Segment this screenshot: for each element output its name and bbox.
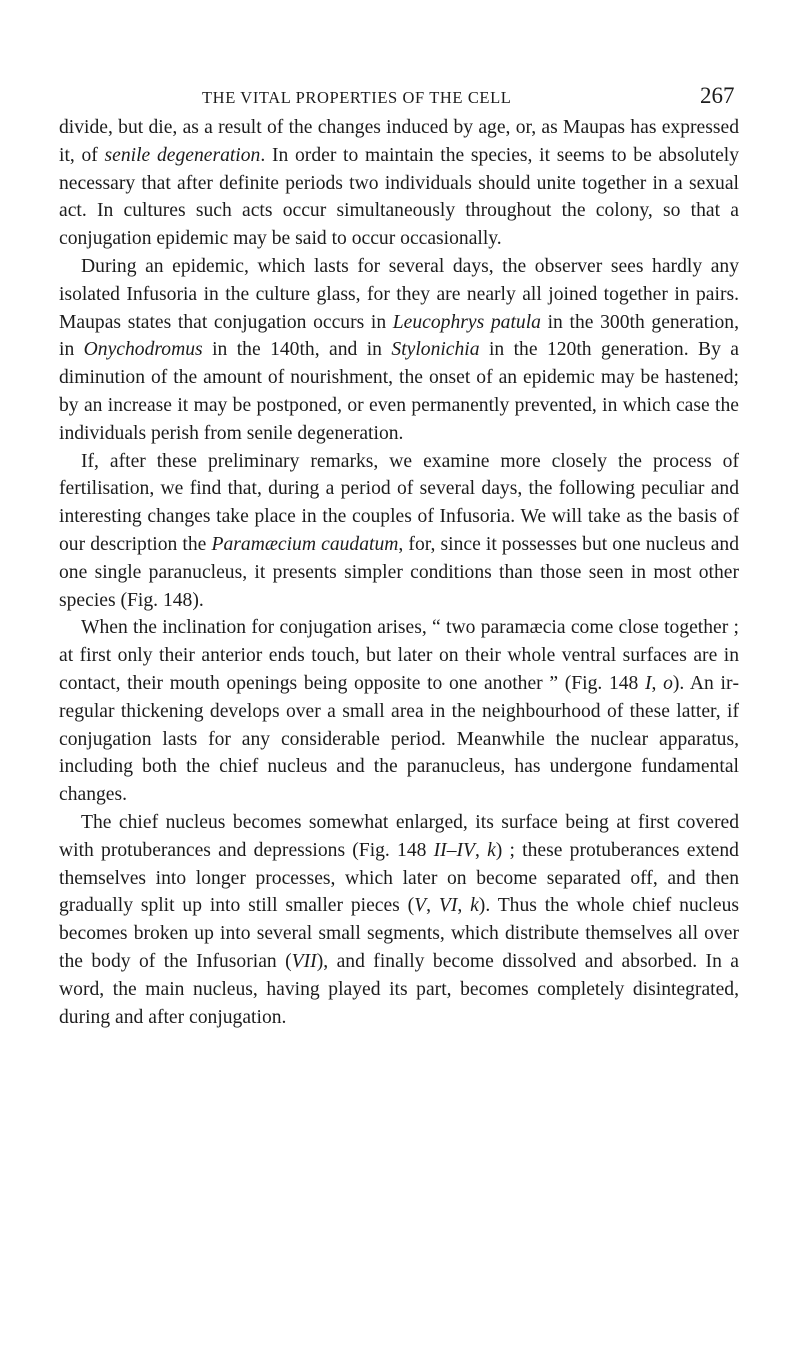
text-run: ). An irregular thickening develops over a small area in the neighbourhood of these latter, if conjugation lasts for any considerable period. Meanwhile the nuclear apparatus, including both the chief nucleus and the paranucleus, has undergone fundamental changes.	[59, 672, 740, 806]
running-head	[0, 78, 800, 108]
text-run: ,	[651, 672, 664, 694]
italic-run: II–IV	[433, 839, 475, 861]
text-run: divide, but die, as a result of the changes induced by age, or, as Maupas has expressed it, of	[59, 117, 739, 166]
italic-run: I	[645, 672, 652, 694]
paragraph	[59, 448, 739, 615]
italic-run: Onychodromus	[83, 339, 203, 361]
text-run: ), and finally become dissolved and absorbed. In a word, the main nucleus, having played its part, becomes completely disintegrated, during and after conjugation.	[59, 950, 740, 1028]
text-run: ,	[457, 895, 471, 917]
italic-run: k	[487, 839, 496, 861]
text-run: ). Thus the whole chief nucleus becomes broken up into several small segments, which distribute themselves all over the body of the Infusorian (	[59, 895, 740, 972]
italic-run: Stylonichia	[391, 339, 480, 361]
text-run: in the 120th generation. By a diminution of the amount of nourishment, the onset of an epidemic may be hastened; by an increase it may be postponed, or even permanently prevented, in which case the individuals perish from senile degeneration.	[59, 339, 739, 444]
text-run: When the inclination for conjugation arises, “ two paramæcia come close together ; at first only their anterior ends touch, but later on their whole ventral surfaces are in contact, their mouth openings being opposite to one another ” (Fig. 148	[59, 617, 739, 694]
text-run: in the 300th generation, in	[59, 311, 739, 361]
paragraph	[59, 114, 739, 253]
body-text	[59, 114, 739, 1031]
text-run: The chief nucleus becomes somewhat enlarged, its surface being at first covered with protuberances and depressions (Fig. 148	[59, 811, 739, 861]
text-run: ,	[474, 839, 488, 861]
text-run: in the 140th, and in	[202, 339, 392, 361]
paragraph	[59, 253, 739, 448]
text-run: ,	[426, 895, 439, 917]
italic-run: senile degeneration	[104, 144, 261, 166]
italic-run: VI	[438, 895, 458, 917]
text-run: , for, since it possesses but one nucleus and one single paranucleus, it presents simpler conditions than those seen in most other species (Fig. 148).	[59, 533, 739, 611]
italic-run: Paramæcium caudatum	[211, 533, 399, 555]
running-title: THE VITAL PROPERTIES OF THE CELL	[202, 88, 512, 107]
text-run: During an epidemic, which lasts for several days, the observer sees hardly any isolated Infusoria in the culture glass, for they are nearly all joined together in pairs. Maupas states that conjugation occurs in	[59, 255, 739, 333]
italic-run: VII	[291, 950, 317, 972]
text-run: If, after these preliminary remarks, we examine more closely the process of fertilisation, we find that, during a period of several days, the following peculiar and interesting changes take place in the couples of Infusoria. We will take as the basis of our description the	[59, 450, 739, 555]
italic-run: o	[663, 672, 673, 694]
paragraph	[59, 614, 739, 809]
italic-run: Leucophrys patula	[392, 311, 541, 333]
italic-run: V	[414, 895, 427, 917]
text-run: . In order to maintain the species, it seems to be absolutely necessary that after definite periods two individuals should unite together in a sexual act. In cultures such acts occur simultaneously throughout the colony, so that a conjugation epidemic may be said to occur occasionally.	[59, 144, 740, 250]
italic-run: k	[470, 895, 479, 917]
page-number: 267	[700, 83, 735, 108]
text-run: ) ; these protuberances extend themselves into longer processes, which later on become separated off, and then gradually split up into still smaller pieces (	[59, 839, 739, 917]
paragraph	[59, 809, 739, 1031]
